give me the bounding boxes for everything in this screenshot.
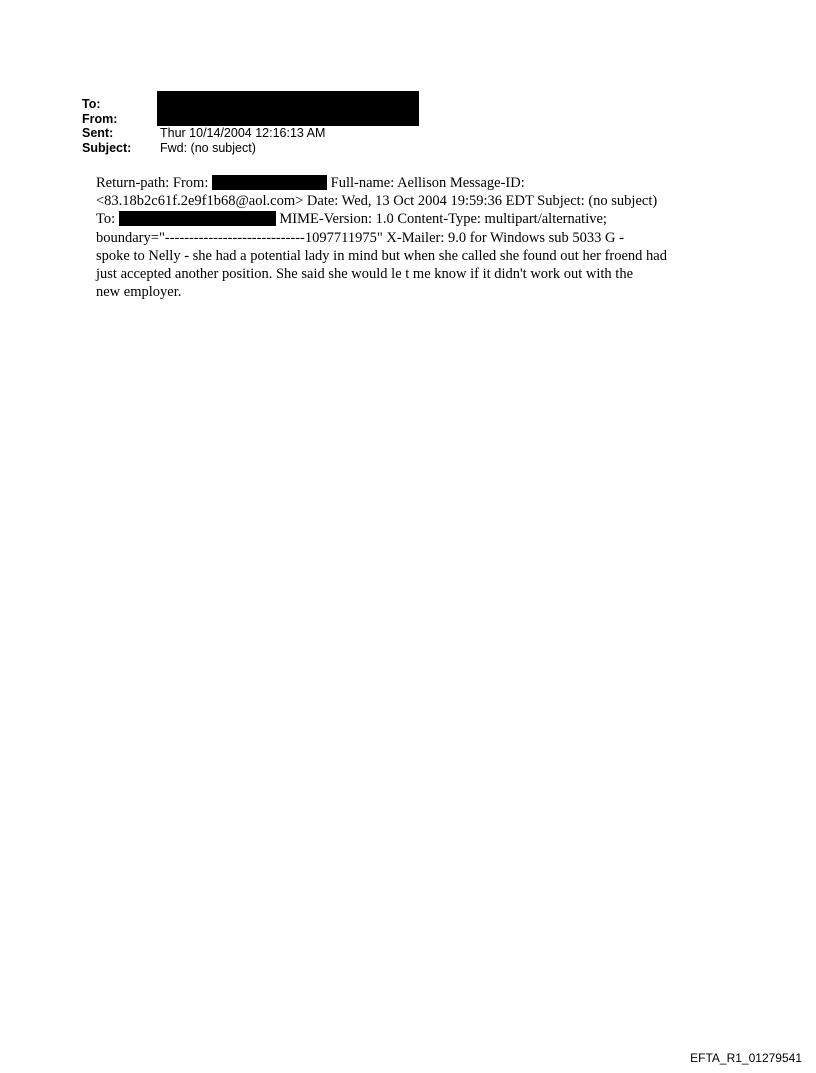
- sent-row: [82, 126, 325, 141]
- from-label: From:: [82, 111, 118, 126]
- subject-value: Fwd: (no subject): [160, 140, 256, 155]
- body-line-6: just accepted another position. She said she would le t me know if it didn't work out with the: [96, 265, 634, 282]
- redaction-block-to: [119, 211, 276, 226]
- subject-row: [82, 141, 325, 156]
- body-line-4: boundary="-----------------------------1097711975" X-Mailer: 9.0 for Windows sub 5033 G -: [96, 229, 624, 246]
- body-line-5: spoke to Nelly - she had a potential lady in mind but when she called she found out her froend had: [96, 247, 667, 264]
- redaction-block-from: [212, 175, 327, 190]
- email-body: [96, 174, 736, 301]
- sent-value: Thur 10/14/2004 12:16:13 AM: [160, 126, 326, 140]
- body-line-2: <83.18b2c61f.2e9f1b68@aol.com> Date: Wed, 13 Oct 2004 19:59:36 EDT Subject: (no subject): [96, 193, 658, 210]
- mime-text: MIME-Version: 1.0 Content-Type: multipart/alternative;: [275, 211, 607, 228]
- full-name-text: Full-name: Aellison Message-ID:: [327, 175, 525, 191]
- to-label: To:: [82, 97, 101, 111]
- body-line-7: new employer.: [96, 284, 182, 301]
- to-text: To:: [96, 211, 119, 228]
- body-line-1: [96, 174, 736, 192]
- return-path-text: Return-path: From:: [96, 175, 212, 191]
- sent-label: Sent:: [82, 126, 114, 140]
- body-line-3: [96, 210, 736, 228]
- redaction-block-header: [157, 91, 419, 126]
- subject-label: Subject:: [82, 140, 132, 155]
- document-id-footer: EFTA_R1_01279541: [690, 1051, 802, 1065]
